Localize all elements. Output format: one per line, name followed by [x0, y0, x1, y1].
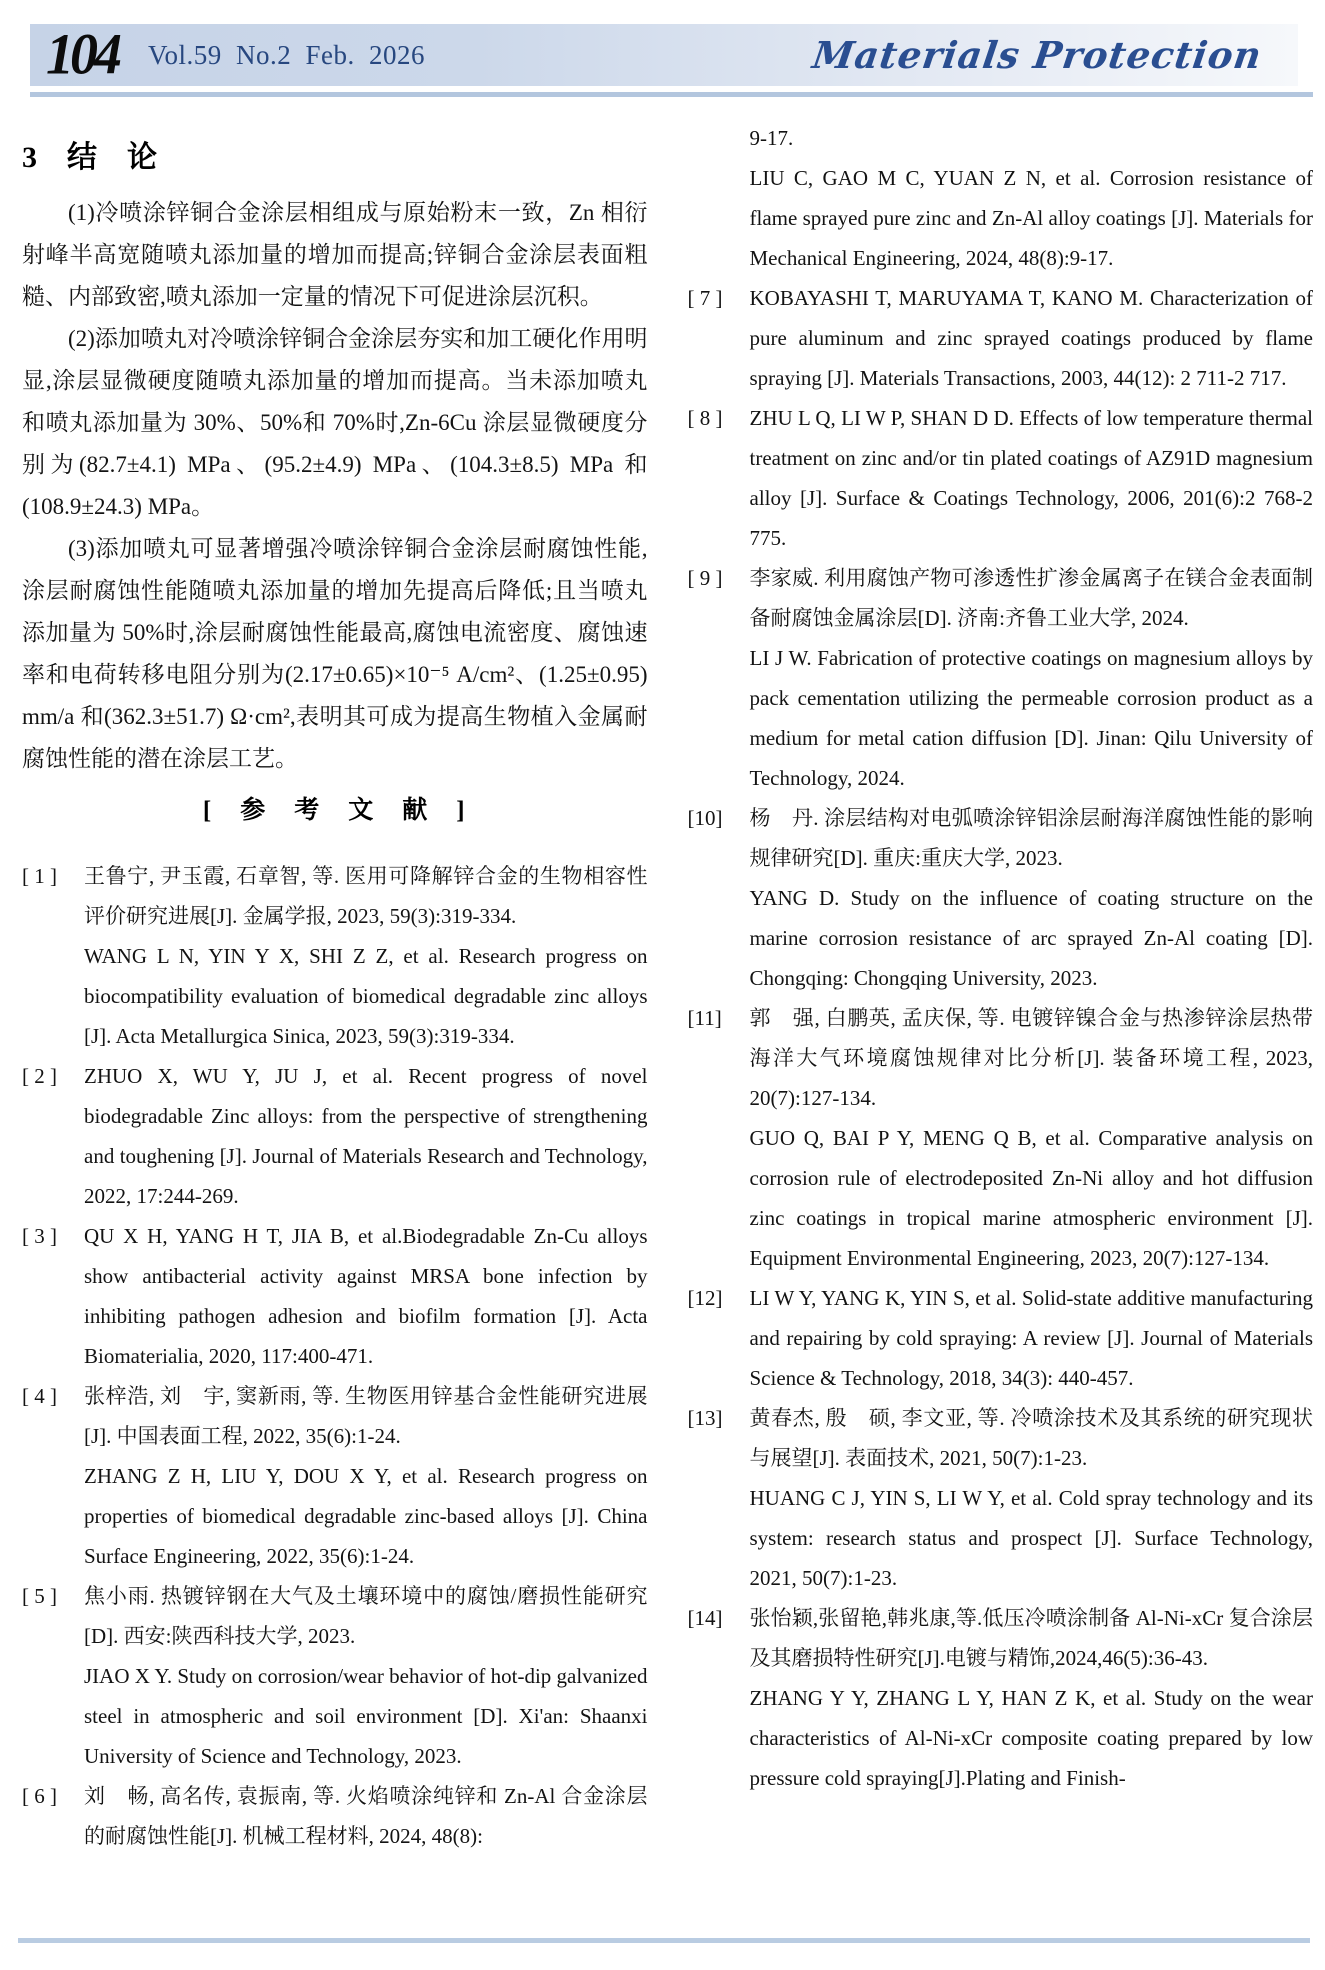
reference-zh: 刘 畅, 高名传, 袁振南, 等. 火焰喷涂纯锌和 Zn-Al 合金涂层的耐腐蚀性能[J]. 机械工程材料, 2024, 48(8):: [84, 1784, 648, 1848]
reference-en: HUANG C J, YIN S, LI W Y, et al. Cold spray technology and its system: research status and prospect [J]. Surface Technology, 2021, 50(7):1-23.: [749, 1486, 1313, 1590]
reference-zh: 焦小雨. 热镀锌钢在大气及土壤环境中的腐蚀/磨损性能研究[D]. 西安:陕西科技大学, 2023.: [84, 1584, 648, 1648]
reference-number: [14]: [687, 1606, 723, 1630]
reference-item: [22, 1576, 648, 1776]
reference-item: [688, 798, 1314, 998]
reference-number: [ 8 ]: [687, 406, 723, 430]
reference-item: [22, 1776, 648, 1856]
reference-item: [688, 1398, 1314, 1598]
reference-text: [84, 1056, 648, 1216]
reference-text: [750, 798, 1314, 998]
reference-number: [11]: [687, 1006, 722, 1030]
reference-zh: 李家威. 利用腐蚀产物可渗透性扩渗金属离子在镁合金表面制备耐腐蚀金属涂层[D]. 济南:齐鲁工业大学, 2024.: [749, 566, 1313, 630]
reference-en: LI W Y, YANG K, YIN S, et al. Solid-state additive manufacturing and repairing by cold spraying: A review [J]. Journal of Materials Science & Technology, 2018, 34(3): 440-457.: [749, 1286, 1313, 1390]
reference-number: [ 4 ]: [22, 1384, 57, 1408]
reference-en: GUO Q, BAI P Y, MENG Q B, et al. Comparative analysis on corrosion rule of electrodeposited Zn-Ni alloy and hot diffusion zinc coatings in tropical marine atmospheric environment [J]. Equipment Environmental Engineering, 2023, 20(7):127-134.: [749, 1126, 1313, 1270]
reference-item: [688, 1278, 1314, 1398]
reference-text: [750, 1278, 1314, 1398]
reference-item: [688, 558, 1314, 798]
reference-item: [688, 998, 1314, 1278]
reference-zh: 张怡颖,张留艳,韩兆康,等.低压冷喷涂制备 Al-Ni-xCr 复合涂层及其磨损特性研究[J].电镀与精饰,2024,46(5):36-43.: [749, 1606, 1313, 1670]
reference-en: ZHANG Z H, LIU Y, DOU X Y, et al. Research progress on properties of biomedical degradable zinc-based alloys [J]. China Surface Engineering, 2022, 35(6):1-24.: [84, 1464, 648, 1568]
reference-number: [ 1 ]: [22, 864, 57, 888]
reference-en: QU X H, YANG H T, JIA B, et al.Biodegradable Zn-Cu alloys show antibacterial activity against MRSA bone infection by inhibiting pathogen adhesion and biofilm formation [J]. Acta Biomaterialia, 2020, 117:400-471.: [84, 1224, 648, 1368]
reference-en: WANG L N, YIN Y X, SHI Z Z, et al. Research progress on biocompatibility evaluation of biomedical degradable zinc alloys [J]. Acta Metallurgica Sinica, 2023, 59(3):319-334.: [84, 944, 648, 1048]
reference-text: [750, 1598, 1314, 1798]
reference-number: [ 3 ]: [22, 1224, 57, 1248]
reference-zh: 杨 丹. 涂层结构对电弧喷涂锌铝涂层耐海洋腐蚀性能的影响规律研究[D]. 重庆:重庆大学, 2023.: [749, 806, 1313, 870]
two-column-body: [22, 118, 1313, 1856]
conclusion-paragraph-1: (1)冷喷涂锌铜合金涂层相组成与原始粉末一致，Zn 相衍射峰半高宽随喷丸添加量的增加而提高;锌铜合金涂层表面粗糙、内部致密,喷丸添加一定量的情况下可促进涂层沉积。: [22, 200, 648, 309]
reference-en: ZHU L Q, LI W P, SHAN D D. Effects of low temperature thermal treatment on zinc and/or tin plated coatings of AZ91D magnesium alloy [J]. Surface & Coatings Technology, 2006, 201(6):2 768-2 775.: [749, 406, 1313, 550]
reference-zh: 张梓浩, 刘 宇, 窦新雨, 等. 生物医用锌基合金性能研究进展[J]. 中国表面工程, 2022, 35(6):1-24.: [84, 1384, 648, 1448]
reference-number: [ 2 ]: [22, 1064, 57, 1088]
reference-en: LI J W. Fabrication of protective coatings on magnesium alloys by pack cementation utilizing the permeable corrosion product as a medium for metal cation diffusion [D]. Jinan: Qilu University of Technology, 2024.: [749, 646, 1313, 790]
reference-text: [84, 1576, 648, 1776]
right-column: [688, 118, 1314, 1856]
reference-text: [750, 278, 1314, 398]
reference-item: [22, 1376, 648, 1576]
reference-text: [750, 1398, 1314, 1598]
reference-item: [22, 856, 648, 1056]
reference-text: [84, 1376, 648, 1576]
reference-number: [ 9 ]: [687, 566, 723, 590]
reference-en: ZHANG Y Y, ZHANG L Y, HAN Z K, et al. Study on the wear characteristics of Al-Ni-xCr composite coating prepared by low pressure cold spraying[J].Plating and Finish-: [749, 1686, 1313, 1790]
page-header: [30, 24, 1298, 86]
reference-text: [750, 118, 1314, 278]
reference-number: [688, 118, 750, 278]
reference-number: [ 5 ]: [22, 1584, 57, 1608]
reference-text: [750, 558, 1314, 798]
reference-en: ZHUO X, WU Y, JU J, et al. Recent progress of novel biodegradable Zinc alloys: from the perspective of strengthening and toughening [J]. Journal of Materials Research and Technology, 2022, 17:244-269.: [84, 1064, 648, 1208]
reference-zh: 郭 强, 白鹏英, 孟庆保, 等. 电镀锌镍合金与热渗锌涂层热带海洋大气环境腐蚀规律对比分析[J]. 装备环境工程, 2023, 20(7):127-134.: [749, 1006, 1313, 1110]
reference-text: [750, 998, 1314, 1278]
reference-number: [ 6 ]: [22, 1784, 57, 1808]
journal-name: Materials Protection: [810, 33, 1266, 77]
reference-item: [688, 398, 1314, 558]
reference-item: [688, 278, 1314, 398]
reference-text: [750, 398, 1314, 558]
reference-text: [84, 1216, 648, 1376]
footer-divider: [18, 1938, 1310, 1943]
conclusion-paragraph-3: (3)添加喷丸可显著增强冷喷涂锌铜合金涂层耐腐蚀性能,涂层耐腐蚀性能随喷丸添加量的增加先提高后降低;且当喷丸添加量为 50%时,涂层耐腐蚀性能最高,腐蚀电流密度、腐蚀速率和电荷转移电阻分别为(2.17±0.65)×10⁻⁵ A/cm²、(1.25±0.95) mm/a 和(362.3±51.7) Ω·cm²,表明其可成为提高生物植入金属耐腐蚀性能的潜在涂层工艺。: [22, 536, 648, 771]
issue-info: Vol.59 No.2 Feb. 2026: [148, 39, 426, 70]
reference-text: [84, 856, 648, 1056]
reference-zh: 黄春杰, 殷 硕, 李文亚, 等. 冷喷涂技术及其系统的研究现状与展望[J]. 表面技术, 2021, 50(7):1-23.: [749, 1406, 1313, 1470]
reference-en: JIAO X Y. Study on corrosion/wear behavior of hot-dip galvanized steel in atmospheric and soil environment [D]. Xi'an: Shaanxi University of Science and Technology, 2023.: [84, 1664, 648, 1768]
header-divider: [30, 92, 1313, 97]
reference-zh: 9-17.: [749, 126, 794, 150]
reference-item: [22, 1216, 648, 1376]
left-column: [22, 118, 648, 1856]
page-number: 104: [46, 22, 118, 88]
reference-number: [10]: [687, 806, 723, 830]
references-title: [ 参 考 文 献 ]: [202, 797, 467, 824]
reference-number: [ 7 ]: [687, 286, 723, 310]
reference-zh: 王鲁宁, 尹玉霞, 石章智, 等. 医用可降解锌合金的生物相容性评价研究进展[J]. 金属学报, 2023, 59(3):319-334.: [84, 864, 648, 928]
reference-number: [12]: [687, 1286, 723, 1310]
reference-number: [13]: [687, 1406, 723, 1430]
reference-text: [84, 1776, 648, 1856]
section-heading: 3 结 论: [22, 141, 157, 174]
conclusion-paragraph-2: (2)添加喷丸对冷喷涂锌铜合金涂层夯实和加工硬化作用明显,涂层显微硬度随喷丸添加量的增加而提高。当未添加喷丸和喷丸添加量为 30%、50%和 70%时,Zn-6Cu 涂层显微硬度分别为(82.7±4.1) MPa、(95.2±4.9) MPa、(104.3±8.5) MPa 和(108.9±24.3) MPa。: [22, 326, 648, 519]
reference-item: [688, 1598, 1314, 1798]
reference-en: KOBAYASHI T, MARUYAMA T, KANO M. Characterization of pure aluminum and zinc sprayed coatings produced by flame spraying [J]. Materials Transactions, 2003, 44(12): 2 711-2 717.: [749, 286, 1313, 390]
reference-en: LIU C, GAO M C, YUAN Z N, et al. Corrosion resistance of flame sprayed pure zinc and Zn-Al alloy coatings [J]. Materials for Mechanical Engineering, 2024, 48(8):9-17.: [749, 166, 1313, 270]
reference-item: [22, 1056, 648, 1216]
reference-item-continued: [688, 118, 1314, 278]
reference-en: YANG D. Study on the influence of coating structure on the marine corrosion resistance of arc sprayed Zn-Al coating [D]. Chongqing: Chongqing University, 2023.: [749, 886, 1313, 990]
